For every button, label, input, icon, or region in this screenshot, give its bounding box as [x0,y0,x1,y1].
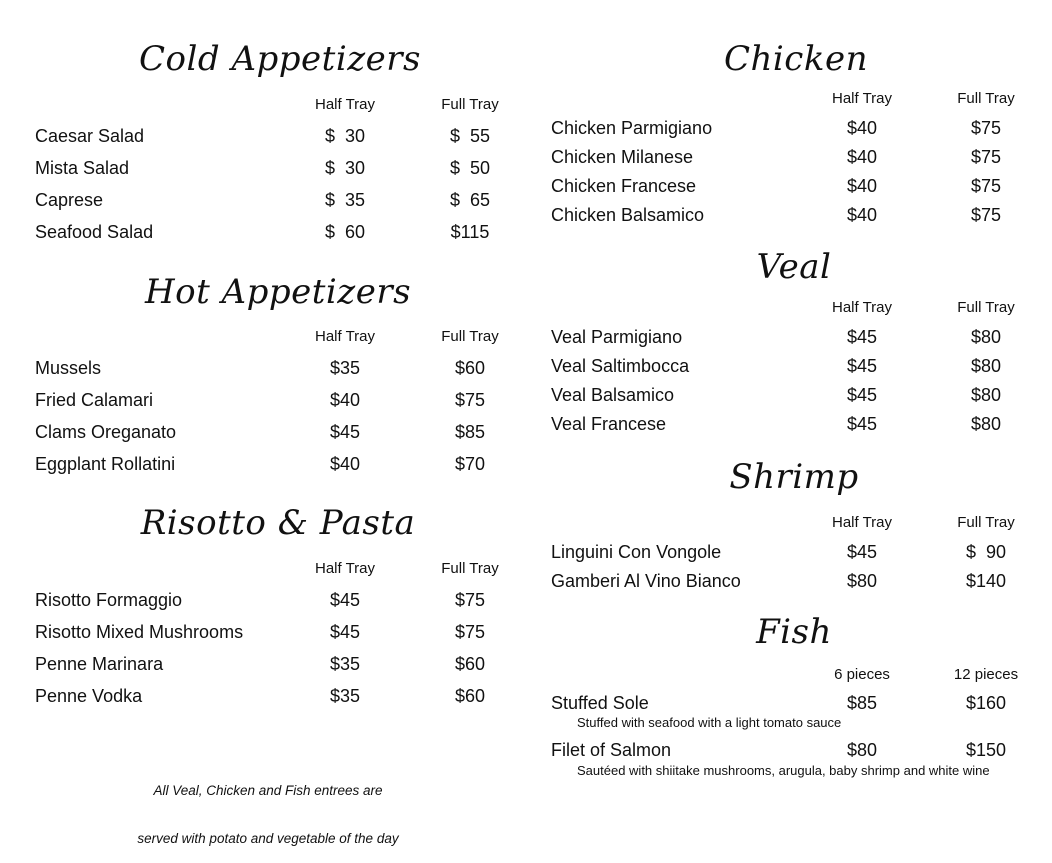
menu-item-name: Caprese [35,190,104,210]
menu-item-price-1: $35 [329,686,361,706]
column-header-2: Full Tray [441,96,499,113]
column-header-2: Full Tray [441,560,499,577]
menu-item-price-1: $40 [329,454,361,474]
menu-item-price-2: $115 [450,222,490,242]
menu-item-price-2: $75 [970,147,1002,167]
column-header-2: Full Tray [441,328,499,345]
menu-item-price-2: $80 [970,327,1002,347]
menu-item-price-2: $80 [970,414,1002,434]
menu-item-name: Caesar Salad [35,126,145,146]
menu-item-name: Chicken Parmigiano [551,118,713,138]
menu-item-name: Chicken Milanese [551,147,694,167]
section-title-risotto-pasta: Risotto & Pasta [140,503,416,543]
menu-item-price-1: $40 [846,205,878,225]
menu-item-price-1: $45 [846,356,878,376]
footnote [137,751,398,863]
menu-item-price-1: $45 [329,622,361,642]
menu-item-price-1: $45 [846,385,878,405]
menu-item-name: Stuffed Sole [551,693,649,713]
menu-item-name: Mussels [35,358,102,378]
menu-item-price-1: $45 [846,414,878,434]
menu-item-price-2: $80 [970,385,1002,405]
menu-item-price-2: $75 [970,205,1002,225]
menu-item-price-1: $45 [846,542,878,562]
menu-item-name: Penne Marinara [35,654,164,674]
menu-item-price-2: $150 [965,740,1007,760]
menu-item-description: Sautéed with shiitake mushrooms, arugula, baby shrimp and white wine [577,763,990,778]
menu-item-price-2: $ 50 [449,158,491,178]
menu-item-price-1: $40 [846,176,878,196]
menu-item-price-1: $35 [329,654,361,674]
column-header-1: Half Tray [314,560,376,577]
column-header-2: Full Tray [957,299,1015,316]
menu-item-name: Chicken Balsamico [551,205,705,225]
column-header-1: Half Tray [831,514,893,531]
menu-item-name: Veal Saltimbocca [551,356,690,376]
menu-item-price-2: $80 [970,356,1002,376]
menu-item-name: Mista Salad [35,158,130,178]
menu-item-price-2: $85 [454,422,486,442]
menu-item-price-2: $60 [454,358,486,378]
menu-item-name: Veal Parmigiano [551,327,683,347]
column-header-2: Full Tray [957,90,1015,107]
menu-item-name: Veal Francese [551,414,667,434]
menu-item-name: Fried Calamari [35,390,154,410]
menu-item-price-2: $70 [454,454,486,474]
menu-item-name: Eggplant Rollatini [35,454,176,474]
column-header-1: Half Tray [314,96,376,113]
menu-item-price-2: $60 [454,654,486,674]
column-header-1: Half Tray [831,299,893,316]
menu-item-price-2: $75 [454,622,486,642]
menu-item-price-1: $85 [846,693,878,713]
menu-item-price-1: $45 [329,590,361,610]
menu-item-name: Seafood Salad [35,222,154,242]
footnote-line-1: All Veal, Chicken and Fish entrees are [153,783,383,798]
menu-item-price-2: $140 [965,571,1007,591]
column-header-2: 12 pieces [953,666,1019,683]
menu-item-price-1: $ 30 [324,158,366,178]
menu-item-price-2: $75 [970,176,1002,196]
menu-item-name: Linguini Con Vongole [551,542,722,562]
menu-item-price-1: $45 [846,327,878,347]
column-header-1: Half Tray [831,90,893,107]
column-header-1: 6 pieces [834,666,890,683]
section-title-chicken: Chicken [724,39,868,79]
menu-item-price-2: $75 [970,118,1002,138]
menu-item-price-1: $40 [846,147,878,167]
menu-item-price-1: $40 [846,118,878,138]
menu-item-price-1: $ 30 [324,126,366,146]
menu-item-price-1: $80 [846,740,878,760]
menu-item-price-2: $160 [965,693,1007,713]
menu-item-price-2: $60 [454,686,486,706]
menu-item-name: Risotto Mixed Mushrooms [35,622,244,642]
menu-item-price-1: $ 35 [324,190,366,210]
menu-item-name: Clams Oreganato [35,422,177,442]
menu-item-price-2: $ 55 [449,126,491,146]
menu-item-price-2: $ 65 [449,190,491,210]
menu-item-price-1: $35 [329,358,361,378]
section-title-hot-appetizers: Hot Appetizers [144,272,412,312]
menu-item-price-1: $40 [329,390,361,410]
section-title-shrimp: Shrimp [729,457,859,497]
menu-item-price-2: $ 90 [965,542,1007,562]
footnote-line-2: served with potato and vegetable of the day [137,831,399,846]
menu-item-price-1: $45 [329,422,361,442]
menu-item-name: Veal Balsamico [551,385,675,405]
menu-item-price-1: $80 [846,571,878,591]
menu-item-description: Stuffed with seafood with a light tomato sauce [577,715,842,730]
section-title-cold-appetizers: Cold Appetizers [139,39,421,79]
section-title-fish: Fish [756,612,832,652]
menu-item-name: Gamberi Al Vino Bianco [551,571,741,591]
menu-item-name: Filet of Salmon [551,740,672,760]
column-header-2: Full Tray [957,514,1015,531]
menu-item-name: Penne Vodka [35,686,143,706]
menu-item-name: Chicken Francese [551,176,697,196]
menu-item-name: Risotto Formaggio [35,590,183,610]
section-title-veal: Veal [756,247,832,287]
menu-item-price-2: $75 [454,590,486,610]
menu-item-price-1: $ 60 [324,222,366,242]
menu-item-price-2: $75 [454,390,486,410]
column-header-1: Half Tray [314,328,376,345]
